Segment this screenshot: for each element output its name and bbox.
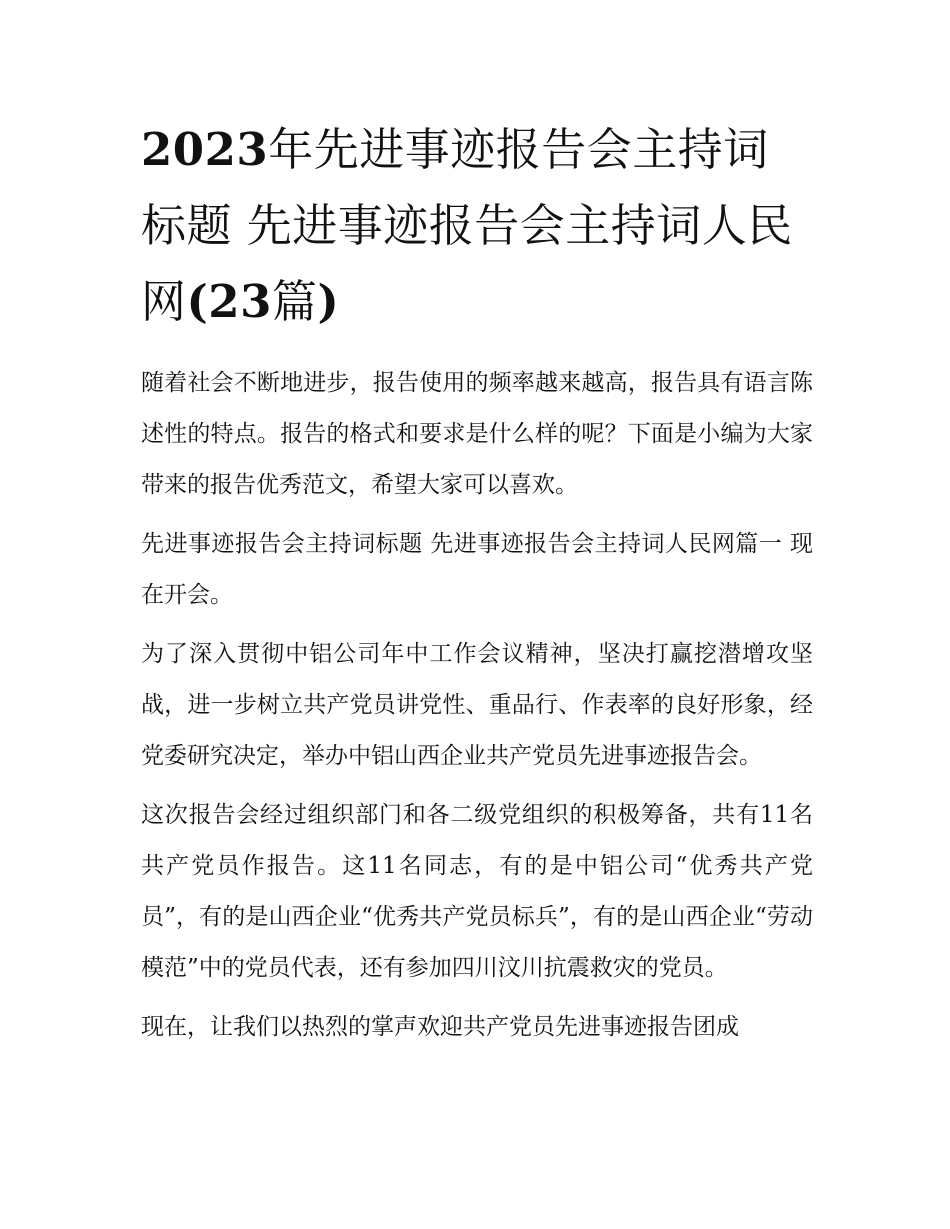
document-title: 2023年先进事迹报告会主持词标题 先进事迹报告会主持词人民网(23篇) [141,123,793,328]
paragraph-welcome: 现在，让我们以热烈的掌声欢迎共产党员先进事迹报告团成 [141,1014,739,1040]
document-content [141,112,813,1061]
paragraph-preparation: 这次报告会经过组织部门和各二级党组织的积极筹备，共有11名共产党员作报告。这11名同志，有的是中铝公司“优秀共产党员”，有的是山西企业“优秀共产党员标兵”，有的是山西企业“劳动模范”中的党员代表，还有参加四川汶川抗震救灾的党员。 [141,802,813,981]
paragraph-intro: 随着社会不断地进步，报告使用的频率越来越高，报告具有语言陈述性的特点。报告的格式和要求是什么样的呢？下面是小编为大家带来的报告优秀范文，希望大家可以喜欢。 [141,370,813,498]
paragraph-purpose: 为了深入贯彻中铝公司年中工作会议精神，坚决打赢挖潜增攻坚战，进一步树立共产党员讲党性、重品行、作表率的良好形象，经党委研究决定，举办中铝山西企业共产党员先进事迹报告会。 [141,641,813,769]
paragraph-heading-one: 先进事迹报告会主持词标题 先进事迹报告会主持词人民网篇一 现在开会。 [141,531,813,608]
